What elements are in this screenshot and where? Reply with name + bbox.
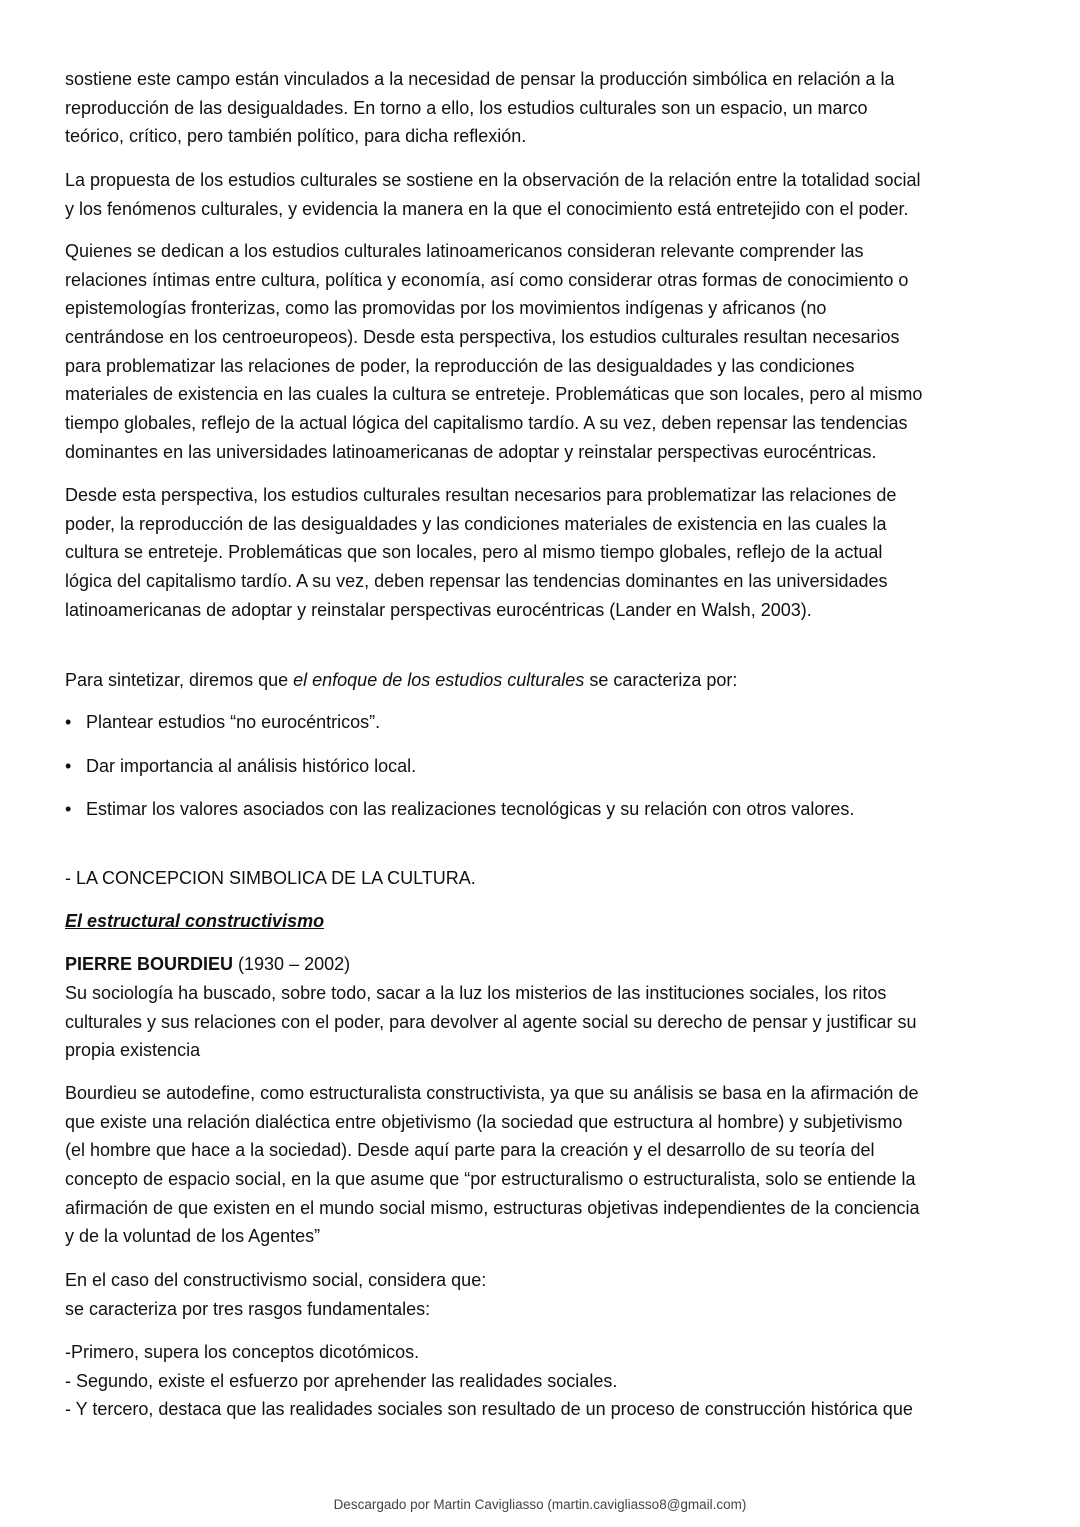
text-line: La propuesta de los estudios culturales se sostiene en la observación de la relación entre la totalidad social <box>65 170 921 190</box>
text-line: - Segundo, existe el esfuerzo por aprehender las realidades sociales. <box>65 1370 618 1391</box>
text-line: Su sociología ha buscado, sobre todo, sacar a la luz los misterios de las instituciones sociales, los ritos <box>65 983 887 1003</box>
author-heading <box>65 950 1025 979</box>
text-line: poder, la reproducción de las desigualdades y las condiciones materiales de existencia en las cuales la <box>65 513 887 534</box>
text-line: epistemologías fronterizas, como las promovidas por los movimientos indígenas y africanos (no <box>65 298 827 319</box>
text-line: - Y tercero, destaca que las realidades sociales son resultado de un proceso de construcción histórica que <box>65 1399 913 1420</box>
subheading-text: El estructural constructivismo <box>65 911 325 931</box>
text-line: se caracteriza por tres rasgos fundamentales: <box>65 1298 431 1319</box>
text-line: teórico, crítico, pero también político, para dicha reflexión. <box>65 126 527 147</box>
bullet-text: Dar importancia al análisis histórico local. <box>86 756 417 776</box>
text-line: dominantes en las universidades latinoamericanas de adoptar y reinstalar perspectivas eurocéntricas. <box>65 441 877 462</box>
synthesis-sentence <box>65 666 1025 695</box>
section-heading: - LA CONCEPCION SIMBOLICA DE LA CULTURA. <box>65 868 476 888</box>
text-line: tiempo globales, reflejo de la actual lógica del capitalismo tardío. A su vez, deben repensar las tendencias <box>65 413 908 434</box>
paragraph-constructivism <box>65 1266 1025 1323</box>
text-line: lógica del capitalismo tardío. A su vez, deben repensar las tendencias dominantes en las universidades <box>65 571 888 592</box>
text-line: centrándose en los centroeuropeos). Desde esta perspectiva, los estudios culturales resultan necesarios <box>65 327 900 348</box>
paragraph-sociology <box>65 979 1025 1065</box>
text-line: propia existencia <box>65 1040 201 1061</box>
text-line: materiales de existencia en las cuales la cultura se entreteje. Problemáticas que son locales, pero al mismo <box>65 384 923 405</box>
text-line: Quienes se dedican a los estudios culturales latinoamericanos consideran relevante comprender las <box>65 241 864 261</box>
author-dates: (1930 – 2002) <box>233 954 351 974</box>
text-line: culturales y sus relaciones con el poder, para devolver al agente social su derecho de pensar y justificar su <box>65 1011 917 1032</box>
bullet-item <box>65 708 380 736</box>
text-line: relaciones íntimas entre cultura, política y economía, así como considerar otras formas de conocimiento o <box>65 269 909 290</box>
synth-text: Para sintetizar, diremos que <box>65 670 294 690</box>
text-line: para problematizar las relaciones de poder, la reproducción de las desigualdades y las condiciones <box>65 355 855 376</box>
paragraph-traits <box>65 1338 1025 1424</box>
text-line: latinoamericanas de adoptar y reinstalar perspectivas eurocéntricas (Lander en Walsh, 2003). <box>65 599 812 620</box>
bullet-icon: • <box>65 799 72 819</box>
bullet-icon: • <box>65 712 72 732</box>
bullet-text: Plantear estudios “no eurocéntricos”. <box>86 712 381 732</box>
download-footer: Descargado por Martin Cavigliasso (martin.cavigliasso8@gmail.com) <box>333 1497 747 1512</box>
bullet-text: Estimar los valores asociados con las realizaciones tecnológicas y su relación con otros valores. <box>86 799 855 819</box>
text-line: (el hombre que hace a la sociedad). Desde aquí parte para la creación y el desarrollo de su teoría del <box>65 1140 875 1161</box>
paragraph-proposal <box>65 166 1025 223</box>
text-line: cultura se entreteje. Problemáticas que son locales, pero al mismo tiempo globales, reflejo de la actual <box>65 542 883 563</box>
text-line: Desde esta perspectiva, los estudios culturales resultan necesarios para problematizar las relaciones de <box>65 485 897 505</box>
text-line: reproducción de las desigualdades. En torno a ello, los estudios culturales son un espacio, un marco <box>65 97 868 118</box>
subheading <box>65 907 1025 936</box>
text-line: afirmación de que existen en el mundo social mismo, estructuras objetivas independientes de la conciencia <box>65 1197 920 1218</box>
text-line: Bourdieu se autodefine, como estructuralista constructivista, ya que su análisis se basa en la afirmación de <box>65 1083 919 1103</box>
paragraph-latin-american-studies <box>65 237 1025 467</box>
text-line: y de la voluntad de los Agentes” <box>65 1226 321 1247</box>
bullet-icon: • <box>65 756 72 776</box>
paragraph-perspective <box>65 481 1025 624</box>
synth-text-end: se caracteriza por: <box>584 670 738 690</box>
text-line: que existe una relación dialéctica entre objetivismo (la sociedad que estructura al hombre) y subjetivismo <box>65 1111 903 1132</box>
paragraph-autodefinition <box>65 1079 1025 1251</box>
text-line: -Primero, supera los conceptos dicotómicos. <box>65 1342 420 1362</box>
text-line: En el caso del constructivismo social, considera que: <box>65 1270 487 1290</box>
bullet-item <box>65 795 854 823</box>
synth-italic: el enfoque de los estudios culturales <box>293 670 585 690</box>
text-line: y los fenómenos culturales, y evidencia la manera en la que el conocimiento está entretejido con el poder. <box>65 198 909 219</box>
text-line: sostiene este campo están vinculados a la necesidad de pensar la producción simbólica en relación a la <box>65 69 895 89</box>
paragraph-intro <box>65 65 1025 151</box>
author-name: PIERRE BOURDIEU <box>65 954 234 974</box>
text-line: concepto de espacio social, en la que asume que “por estructuralismo o estructuralista, solo se entiende la <box>65 1169 916 1190</box>
bullet-item <box>65 752 416 780</box>
